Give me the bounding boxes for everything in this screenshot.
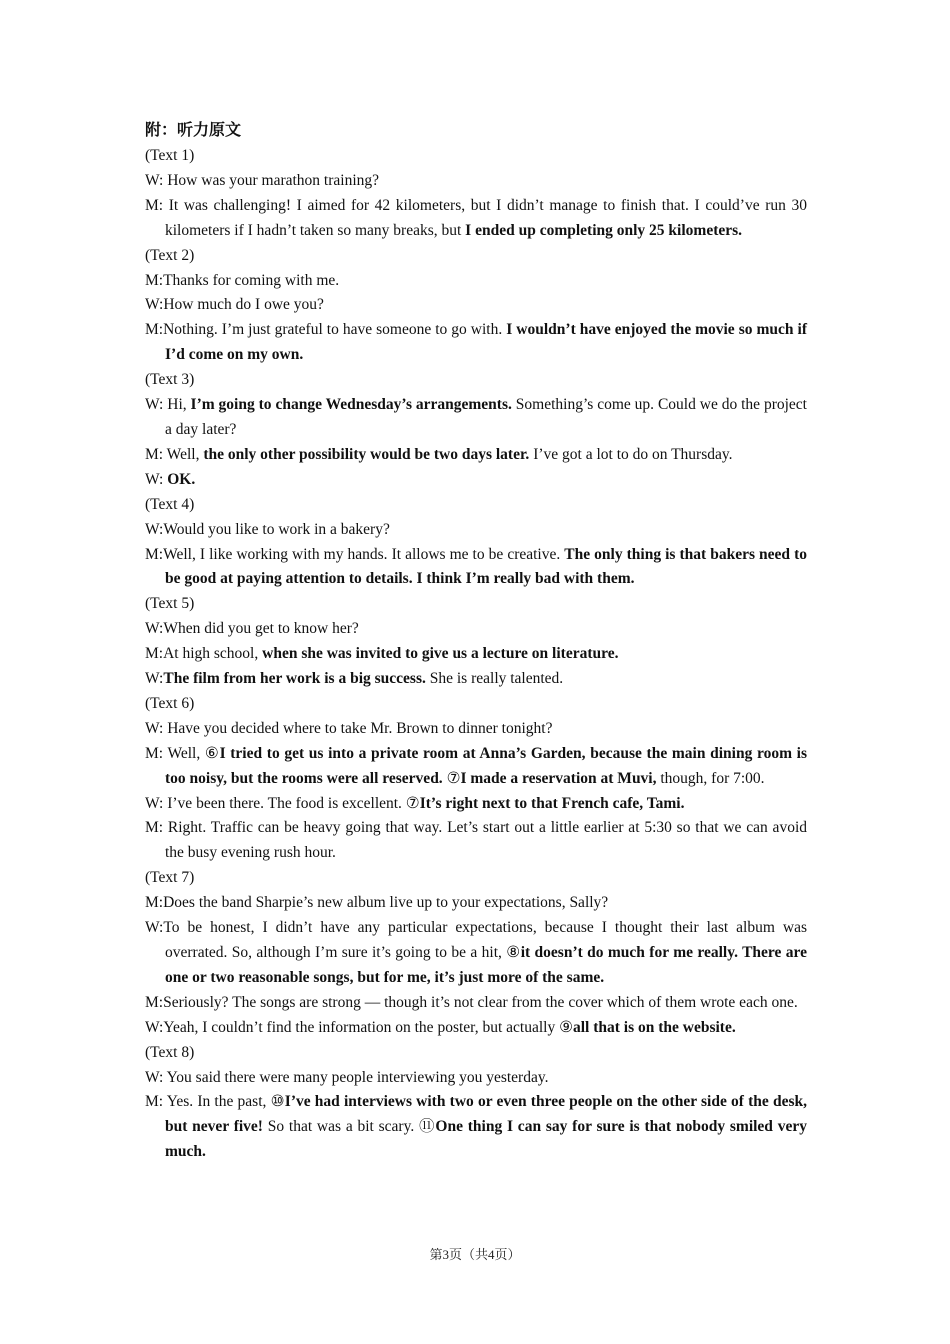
transcript-line (145, 393, 807, 443)
text: W: You said there were many people interviewing you yesterday. (145, 1068, 549, 1086)
text: W: I’ve been there. The food is excellent. ⑦ (145, 794, 420, 812)
text: (Text 3) (145, 371, 195, 389)
text: (Text 4) (145, 495, 195, 513)
text: M: Yes. In the past, ⑩ (145, 1093, 285, 1111)
transcript (145, 144, 807, 1165)
transcript-line (145, 1090, 807, 1165)
text: Something’s come up. Could we do the project a day later? (165, 396, 807, 438)
bold-text: OK. (167, 470, 196, 488)
transcript-line (145, 667, 807, 692)
transcript-line (145, 1041, 807, 1066)
document-body (145, 117, 807, 1165)
transcript-line (145, 866, 807, 891)
bold-text: The film from her work is a big success. (163, 670, 426, 688)
text: W:Yeah, I couldn’t find the information on the poster, but actually ⑨ (145, 1018, 573, 1036)
text: (Text 1) (145, 147, 195, 164)
text: though, for 7:00. (656, 769, 765, 787)
transcript-line (145, 543, 807, 593)
section-heading: 附：听力原文 (145, 120, 242, 139)
transcript-line (145, 916, 807, 991)
bold-text: I’ve had interviews with two or even three people on the other side of the desk, but never five! (165, 1093, 808, 1136)
bold-text: I tried to get us into a private room at Anna’s Garden, because the main dining room is too noisy, but the rooms were all reserved. (165, 744, 807, 787)
transcript-line (145, 742, 807, 792)
transcript-line (145, 592, 807, 617)
text: M:Well, I like working with my hands. It allows me to be creative. (145, 545, 565, 563)
text: W: (145, 670, 164, 688)
transcript-line (145, 144, 807, 169)
text: W:When did you get to know her? (145, 620, 359, 638)
text: (Text 8) (145, 1043, 195, 1061)
bold-text: I wouldn’t have enjoyed the movie so much if I’d come on my own. (165, 321, 808, 364)
transcript-line (145, 269, 807, 294)
transcript-line (145, 1066, 807, 1091)
bold-text: I’m going to change Wednesday’s arrangements. (190, 396, 512, 414)
transcript-line (145, 792, 807, 817)
text: So that was a bit scary. ⑪ (262, 1118, 436, 1136)
text: W:Would you like to work in a bakery? (145, 520, 390, 538)
text: W:How much do I owe you? (145, 296, 324, 314)
transcript-line (145, 468, 807, 493)
transcript-line (145, 717, 807, 742)
text: M: Well, (145, 445, 204, 463)
transcript-line (145, 493, 807, 518)
text: W: How was your marathon training? (145, 171, 380, 189)
text: M:Seriously? The songs are strong — though it’s not clear from the cover which of them wrote each one. (145, 993, 798, 1011)
transcript-line (145, 368, 807, 393)
transcript-line (145, 642, 807, 667)
text: She is really talented. (425, 670, 564, 688)
text: (Text 2) (145, 246, 195, 264)
transcript-line (145, 991, 807, 1016)
text: W:To be honest, I didn’t have any particular expectations, because I thought their last album was overrated. So, although I’m sure it’s going to be a hit, ⑧ (145, 919, 807, 961)
text: (Text 5) (145, 595, 195, 613)
bold-text: when she was invited to give us a lecture on literature. (262, 645, 619, 663)
text: M:Thanks for coming with me. (145, 271, 340, 289)
text: M: It was challenging! I aimed for 42 kilometers, but I didn’t manage to finish that. I could’ve run 30 kilometers if I hadn’t taken so many breaks, but (145, 196, 807, 239)
text: W: Have you decided where to take Mr. Brown to dinner tonight? (145, 719, 553, 737)
transcript-line (145, 617, 807, 642)
transcript-line (145, 692, 807, 717)
transcript-line (145, 169, 807, 194)
text: M: Right. Traffic can be heavy going that way. Let’s start out a little earlier at 5:30 so that we can avoid the busy evening rush hour. (145, 819, 807, 862)
page-footer: 第3页（共4页） (429, 1247, 521, 1262)
transcript-line (145, 816, 807, 866)
bold-text: One thing I can say for sure is that nobody smiled very much. (165, 1118, 807, 1161)
transcript-line (145, 443, 807, 468)
text: M: Well, ⑥ (145, 744, 220, 762)
bold-text: all that is on the website. (572, 1018, 736, 1036)
transcript-line (145, 518, 807, 543)
transcript-line (145, 244, 807, 269)
text: ⑦ (442, 769, 461, 787)
bold-text: The only thing is that bakers need to be good at paying attention to details. I think I’m really bad with them. (165, 545, 807, 588)
transcript-line (145, 194, 807, 244)
text: (Text 6) (145, 694, 195, 712)
transcript-line (145, 1016, 807, 1041)
bold-text: I ended up completing only 25 kilometers. (465, 221, 743, 239)
bold-text: I made a reservation at Muvi, (460, 769, 657, 787)
bold-text: It’s right next to that French cafe, Tami. (419, 794, 685, 812)
bold-text: the only other possibility would be two days later. (203, 445, 530, 463)
text: I’ve got a lot to do on Thursday. (529, 445, 733, 463)
text: W: Hi, (145, 396, 191, 414)
text: W: (145, 470, 168, 488)
text: M:At high school, (145, 645, 263, 663)
text: M:Does the band Sharpie’s new album live up to your expectations, Sally? (145, 894, 609, 912)
transcript-line (145, 293, 807, 318)
transcript-line (145, 318, 807, 368)
transcript-line (145, 891, 807, 916)
text: (Text 7) (145, 869, 195, 887)
bold-text: it doesn’t do much for me really. There are one or two reasonable songs, but for me, it’s just more of the same. (165, 944, 807, 986)
text: M:Nothing. I’m just grateful to have someone to go with. (145, 321, 507, 339)
